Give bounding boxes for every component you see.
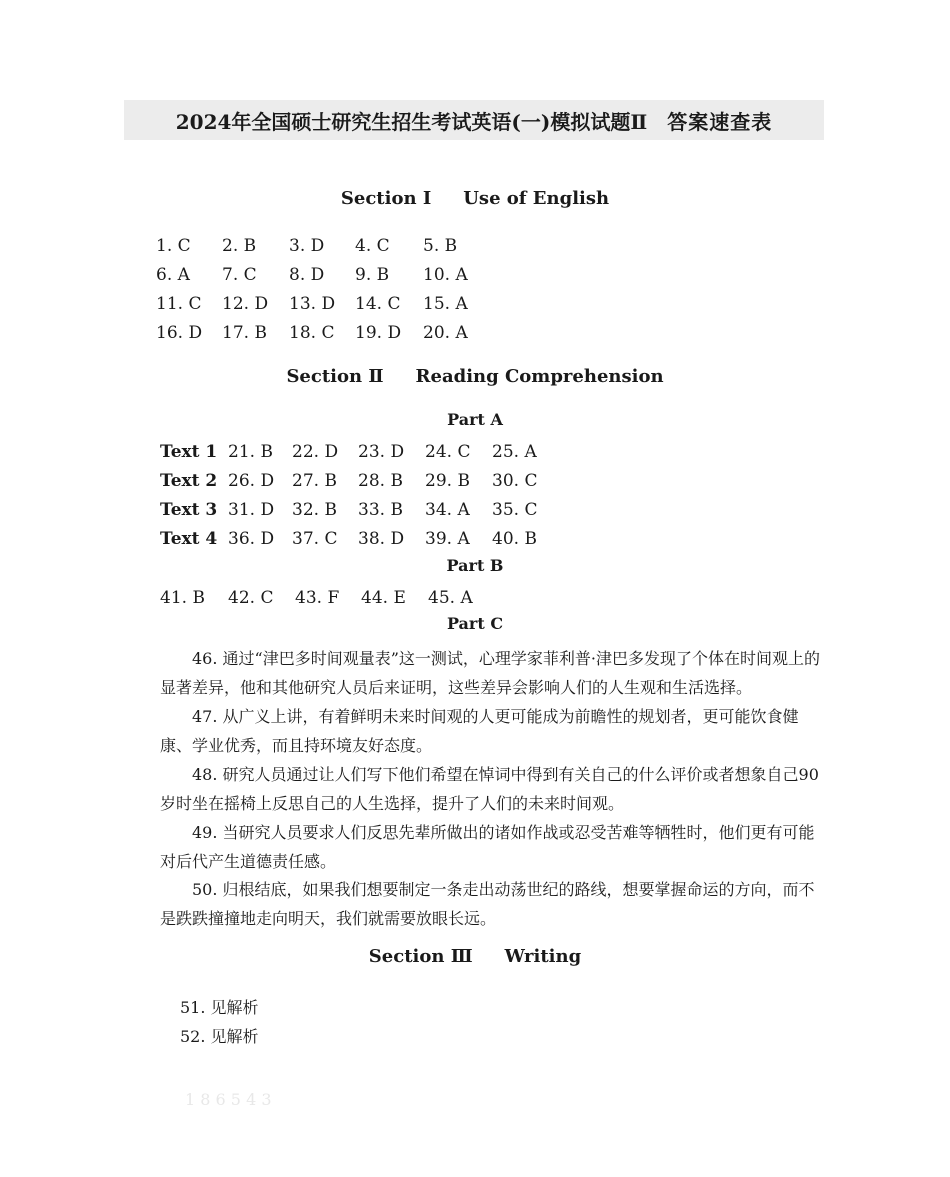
text-label: Text 3 xyxy=(160,500,218,520)
page-title xyxy=(124,100,824,140)
answer-item: 45. A xyxy=(428,588,473,608)
answer-item: 25. A xyxy=(492,442,537,462)
answer-item: 38. D xyxy=(358,529,405,549)
answer-item: 13. D xyxy=(289,294,336,314)
answer-item: 2. B xyxy=(222,236,257,256)
answer-item: 21. B xyxy=(228,442,273,462)
answer-item: 24. C xyxy=(425,442,471,462)
answer-item: 20. A xyxy=(423,323,468,343)
section2-heading xyxy=(0,366,950,387)
answer-item: 15. A xyxy=(423,294,468,314)
writing-item: 51. 见解析 xyxy=(180,998,259,1017)
answer-item: 28. B xyxy=(358,471,403,491)
answer-item: 42. C xyxy=(228,588,274,608)
answer-item: 6. A xyxy=(156,265,190,285)
answer-item: 30. C xyxy=(492,471,538,491)
answer-item: 29. B xyxy=(425,471,470,491)
section2-name: Reading Comprehension xyxy=(415,366,664,387)
answer-item: 4. C xyxy=(355,236,390,256)
text-label: Text 2 xyxy=(160,471,218,491)
section3-name: Writing xyxy=(504,946,582,967)
section1-heading xyxy=(0,188,950,209)
section3-heading xyxy=(0,946,950,967)
answer-item: 26. D xyxy=(228,471,275,491)
answer-item: 32. B xyxy=(292,500,337,520)
answer-item: 43. F xyxy=(295,588,340,608)
answer-item: 8. D xyxy=(289,265,325,285)
answer-item: 11. C xyxy=(156,294,202,314)
answer-item: 12. D xyxy=(222,294,269,314)
answer-item: 39. A xyxy=(425,529,470,549)
answer-item: 33. B xyxy=(358,500,403,520)
translation-paragraph: 48. 研究人员通过让人们写下他们希望在悼词中得到有关自己的什么评价或者想象自己90岁时坐在摇椅上反思自己的人生选择，提升了人们的未来时间观。 xyxy=(160,765,819,813)
section1-name: Use of English xyxy=(463,188,610,209)
answer-item: 34. A xyxy=(425,500,470,520)
translation-paragraph: 47. 从广义上讲，有着鲜明未来时间观的人更可能成为前瞻性的规划者，更可能饮食健康、学业优秀，而且持环境友好态度。 xyxy=(160,707,799,755)
translation-paragraph: 49. 当研究人员要求人们反思先辈所做出的诸如作战或忍受苦难等牺牲时，他们更有可能对后代产生道德责任感。 xyxy=(160,823,815,871)
title-sub: 答案速查表 xyxy=(667,109,773,134)
writing-item: 52. 见解析 xyxy=(180,1027,259,1046)
title-main: 2024年全国硕士研究生招生考试英语(一)模拟试题Ⅱ xyxy=(175,109,648,134)
answer-item: 41. B xyxy=(160,588,205,608)
answer-item: 10. A xyxy=(423,265,468,285)
answer-item: 9. B xyxy=(355,265,390,285)
section3-number: Section Ⅲ xyxy=(368,946,473,967)
answer-item: 36. D xyxy=(228,529,275,549)
answer-item: 7. C xyxy=(222,265,257,285)
answer-item: 5. B xyxy=(423,236,458,256)
section1-number: Section Ⅰ xyxy=(340,188,432,209)
answer-item: 16. D xyxy=(156,323,203,343)
answer-item: 31. D xyxy=(228,500,275,520)
answer-item: 14. C xyxy=(355,294,401,314)
part-a-heading: Part A xyxy=(447,410,503,429)
answer-item: 3. D xyxy=(289,236,325,256)
answer-item: 22. D xyxy=(292,442,339,462)
answer-item: 23. D xyxy=(358,442,405,462)
answer-item: 1. C xyxy=(156,236,191,256)
part-c-heading: Part C xyxy=(446,614,504,633)
answer-item: 44. E xyxy=(361,588,406,608)
text-label: Text 4 xyxy=(160,529,218,549)
translation-paragraph: 50. 归根结底，如果我们想要制定一条走出动荡世纪的路线，想要掌握命运的方向，而不是跌跌撞撞地走向明天，我们就需要放眼长远。 xyxy=(160,880,815,928)
part-b-heading: Part B xyxy=(446,556,504,575)
text-label: Text 1 xyxy=(160,442,218,462)
answer-item: 35. C xyxy=(492,500,538,520)
answer-item: 37. C xyxy=(292,529,338,549)
answer-item: 27. B xyxy=(292,471,337,491)
translation-paragraph: 46. 通过“津巴多时间观量表”这一测试，心理学家菲利普·津巴多发现了个体在时间观上的显著差异，他和其他研究人员后来证明，这些差异会影响人们的人生观和生活选择。 xyxy=(160,649,820,697)
section2-number: Section Ⅱ xyxy=(286,366,384,387)
answer-item: 17. B xyxy=(222,323,267,343)
answer-item: 19. D xyxy=(355,323,402,343)
bleed-through-text: 1 8 6 5 4 3 xyxy=(185,1090,272,1109)
answer-item: 40. B xyxy=(492,529,537,549)
answer-item: 18. C xyxy=(289,323,335,343)
